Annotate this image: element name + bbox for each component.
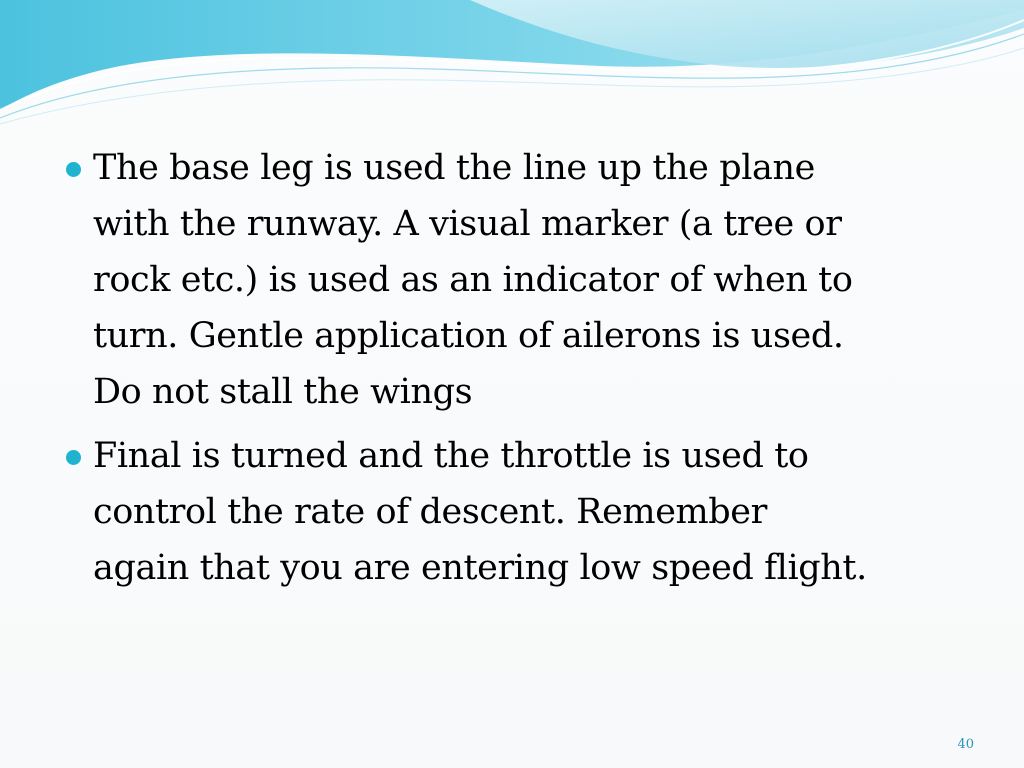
slide-number: 40 (957, 737, 974, 752)
bullet-dot-icon (66, 450, 81, 465)
bullet-text: The base leg is used the line up the plane with the runway. A visual marker (a tree or rock etc.) is used as an indicator of when to turn. Gentle application of ailerons is used. Do not stall the wings (93, 148, 853, 412)
bullet-dot-icon (66, 162, 81, 177)
bullet-text: Final is turned and the throttle is used to control the rate of descent. Remember again that you are entering low speed flight. (93, 436, 867, 588)
bullet-list (66, 140, 966, 604)
bullet-item (66, 140, 966, 420)
bullet-item (66, 428, 966, 596)
header-wave-decoration (0, 0, 1024, 130)
